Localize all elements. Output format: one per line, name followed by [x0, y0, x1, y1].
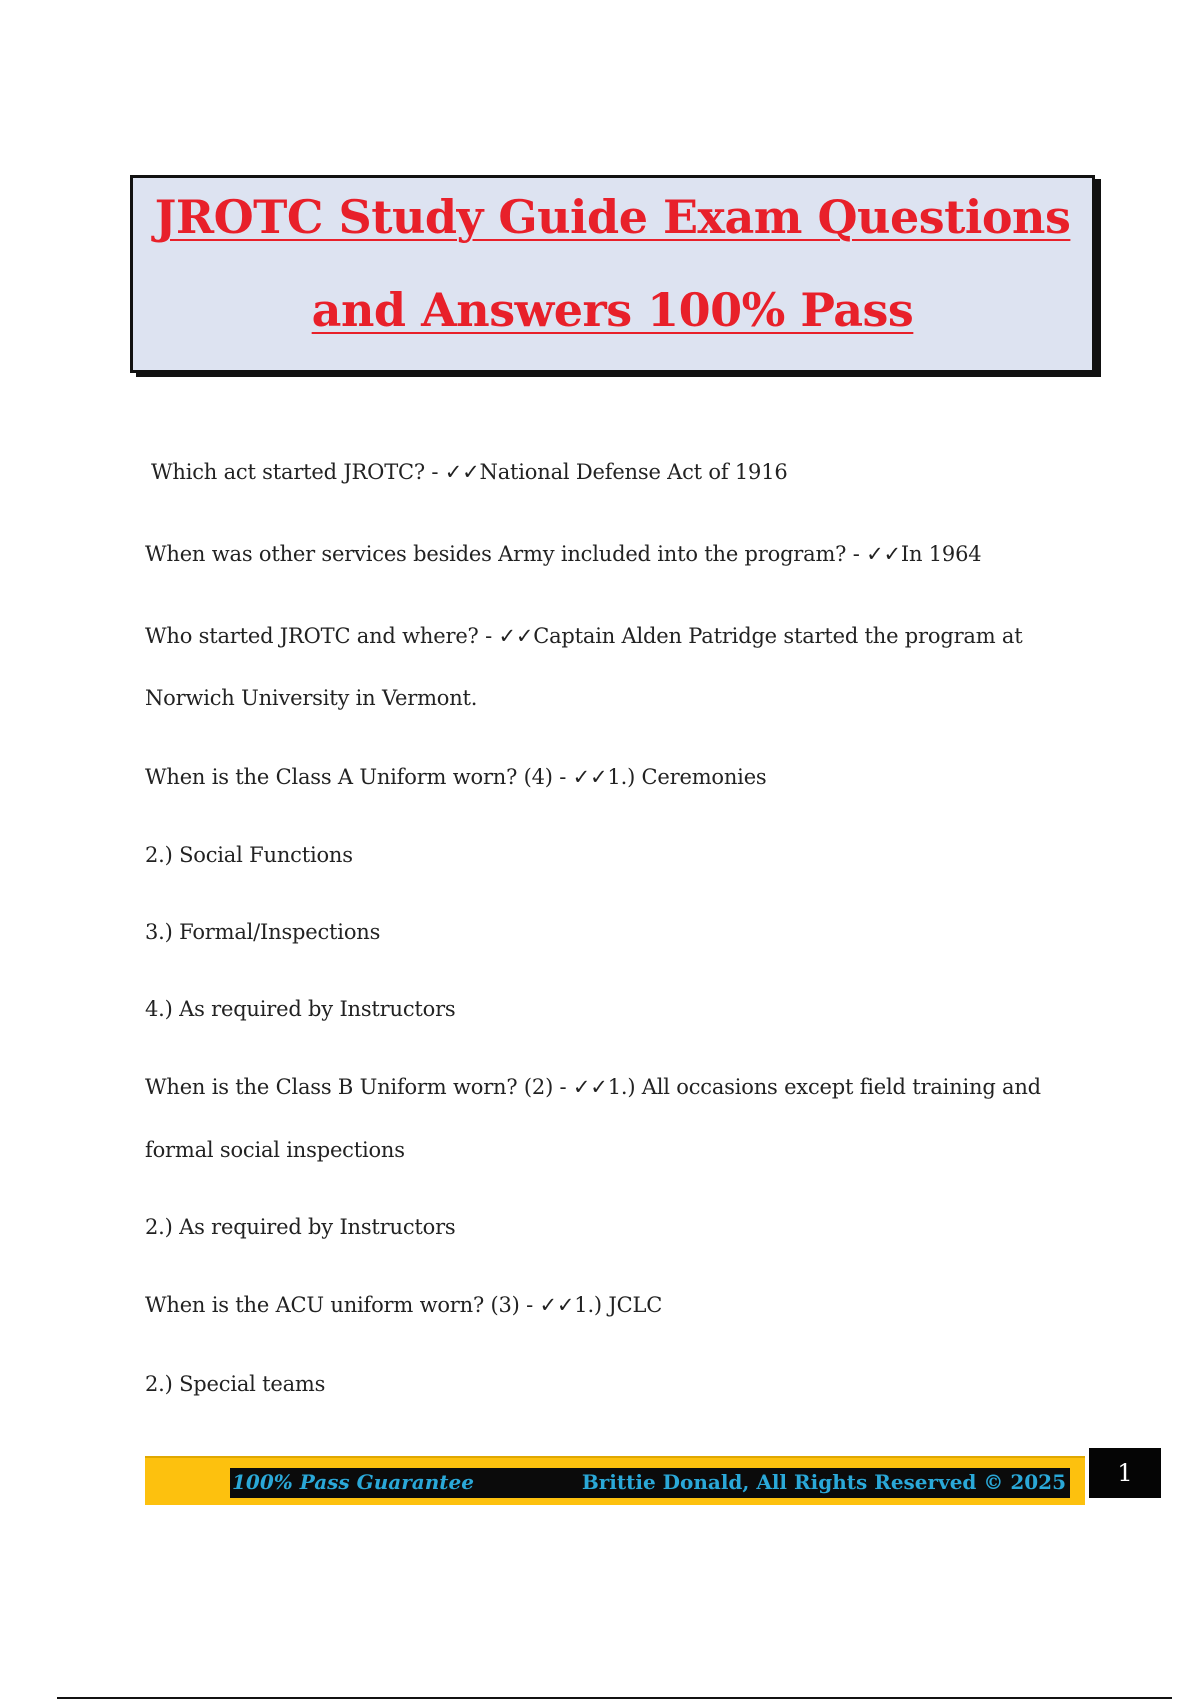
qa-line: When is the Class A Uniform worn? (4) - ✓✓1.) Ceremonies: [145, 765, 767, 789]
footer-bar: [145, 1456, 1085, 1505]
title-line-1: JROTC Study Guide Exam Questions: [154, 190, 1071, 244]
footer-inner: [230, 1468, 1070, 1498]
qa-line: When is the ACU uniform worn? (3) - ✓✓1.) JCLC: [145, 1293, 663, 1317]
page-number: 1: [1117, 1459, 1133, 1487]
qa-line: Who started JROTC and where? - ✓✓Captain Alden Patridge started the program at: [145, 624, 1023, 648]
qa-line: 2.) Social Functions: [145, 843, 353, 867]
qa-line: When was other services besides Army included into the program? - ✓✓In 1964: [145, 542, 982, 566]
qa-line: 2.) As required by Instructors: [145, 1215, 456, 1239]
qa-line: When is the Class B Uniform worn? (2) - ✓✓1.) All occasions except field training and: [145, 1075, 1041, 1099]
qa-line: Which act started JROTC? - ✓✓National Defense Act of 1916: [151, 460, 788, 484]
qa-line: 4.) As required by Instructors: [145, 997, 456, 1021]
page-number-box: [1089, 1448, 1161, 1498]
footer-copyright: Brittie Donald, All Rights Reserved © 2025: [581, 1470, 1066, 1494]
bottom-rule: [57, 1697, 1172, 1699]
title-line-2: and Answers 100% Pass: [311, 283, 914, 337]
qa-line: Norwich University in Vermont.: [145, 686, 478, 710]
title-box: [130, 175, 1095, 373]
footer-guarantee: 100% Pass Guarantee: [232, 1470, 474, 1494]
qa-line: 2.) Special teams: [145, 1372, 326, 1396]
qa-line: formal social inspections: [145, 1138, 405, 1162]
qa-line: 3.) Formal/Inspections: [145, 920, 381, 944]
